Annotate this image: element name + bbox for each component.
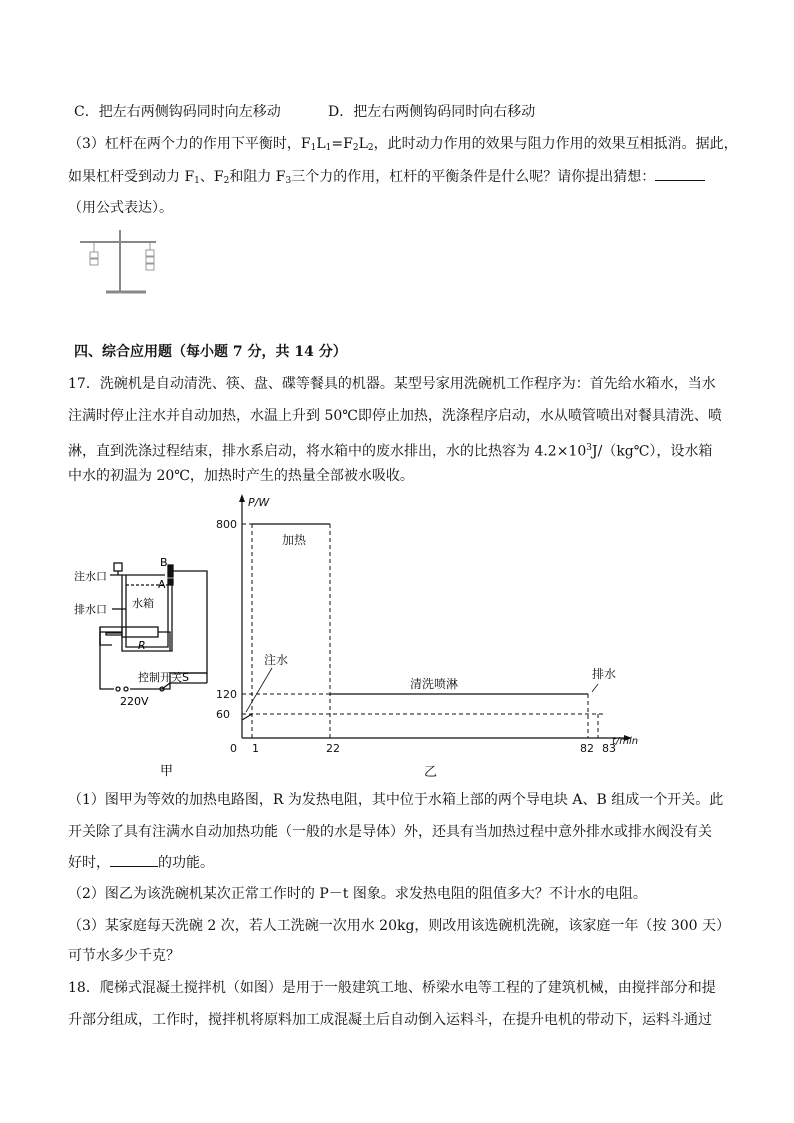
option-d <box>328 102 535 122</box>
text: J/（kg℃），设水箱 <box>592 443 713 460</box>
text: =F <box>331 136 353 152</box>
text: （2）图乙为该洗碗机某次正常工作时的 P－t 图象。求发热电阻的阻值多大？不计水的电阻。 <box>68 886 647 902</box>
outlet-label: 排水口 <box>74 603 107 616</box>
section-title <box>74 342 347 362</box>
circuit-diagram <box>70 555 215 785</box>
q17-part1-line2 <box>68 822 712 842</box>
text: （3）杠杆在两个力的作用下平衡时，F <box>68 136 311 152</box>
q17-part3-line1 <box>68 916 730 936</box>
q17-part3-line2 <box>68 946 180 966</box>
q18-line2 <box>68 1010 712 1030</box>
label-heating: 加热 <box>282 533 307 547</box>
sub: 2 <box>352 143 359 153</box>
sub: 1 <box>310 143 317 153</box>
label-b: B <box>160 556 168 569</box>
answer-blank[interactable] <box>110 852 158 867</box>
label-inlet: 注水 <box>264 653 289 667</box>
text: 如果杠杆受到动力 F <box>68 169 195 185</box>
y-axis-label: P/W <box>248 496 270 509</box>
text: 开关除了具有注满水自动加热功能（一般的水是导体）外，还具有当加热过程中意外排水或排水阀没有关 <box>68 824 712 840</box>
y-tick-60: 60 <box>216 708 230 721</box>
y-axis-arrow <box>239 494 245 502</box>
series-inlet <box>242 714 252 720</box>
sub: 3 <box>285 176 292 186</box>
x-tick-0: 0 <box>230 742 237 755</box>
q16-part3-line2 <box>68 166 705 191</box>
label-drain: 排水 <box>592 667 617 681</box>
section-title-text: 四、综合应用题（每小题 7 分，共 14 分） <box>74 344 347 360</box>
lever-figure <box>76 226 162 298</box>
text: 中水的初温为 20℃，加热时产生的热量全部被水吸收。 <box>68 468 414 484</box>
label-wash: 清洗喷淋 <box>410 677 459 691</box>
option-c <box>74 102 281 122</box>
q16-part3-line3 <box>68 198 173 218</box>
text: （3）某家庭每天洗碗 2 次，若人工洗碗一次用水 20kg，则改用该选碗机洗碗，该家庭一年（按 300 天） <box>68 918 731 934</box>
text: 注满时停止注水并自动加热，水温上升到 50℃即停止加热，洗涤程序启动，水从喷管喷出对餐具清洗、喷 <box>68 408 722 424</box>
text: 18．爬梯式混凝土搅拌机（如图）是用于一般建筑工地、桥梁水电等工程的了建筑机械，由搅拌部分和提 <box>68 980 716 996</box>
x-tick-82: 82 <box>580 742 594 755</box>
caption-jia: 甲 <box>160 764 174 779</box>
text: 、F <box>199 169 224 185</box>
q17-line1 <box>68 374 716 394</box>
y-tick-120: 120 <box>216 688 237 701</box>
text: （用公式表达）。 <box>68 200 173 216</box>
sub: 1 <box>194 176 200 186</box>
drain-leader <box>592 684 598 692</box>
inlet-leader <box>246 668 272 712</box>
text: 17．洗碗机是自动清洗、筷、盘、碟等餐具的机器。某型号家用洗碗机工作程序为：首先给水箱水，当水 <box>68 376 716 392</box>
switch-label: 控制开关S <box>138 671 189 684</box>
label-r: R <box>138 639 146 652</box>
x-tick-83: 83 <box>602 742 616 755</box>
text: 可节水多少千克？ <box>68 948 180 964</box>
caption-yi: 乙 <box>424 765 438 780</box>
sub: 2 <box>223 176 230 186</box>
option-d-text: D．把左右两侧钩码同时向右移动 <box>328 104 536 120</box>
text: 三个力的作用，杠杆的平衡条件是什么呢？请你提出猜想： <box>291 169 656 185</box>
p-t-chart <box>210 492 670 782</box>
text: 升部分组成，工作时，搅拌机将原料加工成混凝土后自动倒入运料斗，在提升电机的带动下，运料斗通过 <box>68 1012 712 1028</box>
sub: 2 <box>367 143 374 153</box>
text: L <box>358 136 368 152</box>
text: L <box>316 136 326 152</box>
q17-part1-line1 <box>68 790 723 810</box>
text: 淋，直到洗涤过程结束，排水系启动，将水箱中的废水排出，水的比热容为 4.2×10 <box>68 443 587 460</box>
y-tick-800: 800 <box>216 518 237 531</box>
inlet-label: 注水口 <box>74 570 107 583</box>
q17-line2 <box>68 406 722 426</box>
q17-part2 <box>68 884 647 904</box>
x-axis-label: t/min <box>612 736 639 747</box>
q17-line3 <box>68 438 712 462</box>
option-c-text: C．把左右两侧钩码同时向左移动 <box>74 104 281 120</box>
text: 和阻力 F <box>229 169 286 185</box>
q16-part3-line1 <box>68 134 738 158</box>
q17-line4 <box>68 466 414 486</box>
text: 的功能。 <box>158 855 214 871</box>
answer-blank[interactable] <box>655 166 705 181</box>
text: （1）图甲为等效的加热电路图，R 为发热电阻，其中位于水箱上部的两个导电块 A、B 组成一个开关。此 <box>68 792 724 808</box>
x-tick-22: 22 <box>326 742 340 755</box>
text: 好时， <box>68 855 110 871</box>
x-tick-1: 1 <box>252 742 259 755</box>
sup: 3 <box>586 443 592 453</box>
label-a: A <box>158 578 166 591</box>
q17-part1-line3 <box>68 852 214 873</box>
tank-label: 水箱 <box>132 597 154 610</box>
voltage-label: 220V <box>120 695 149 708</box>
text: ，此时动力作用的效果与阻力作用的效果互相抵消。据此， <box>373 136 738 152</box>
q18-line1 <box>68 978 716 998</box>
sub: 1 <box>325 143 332 153</box>
